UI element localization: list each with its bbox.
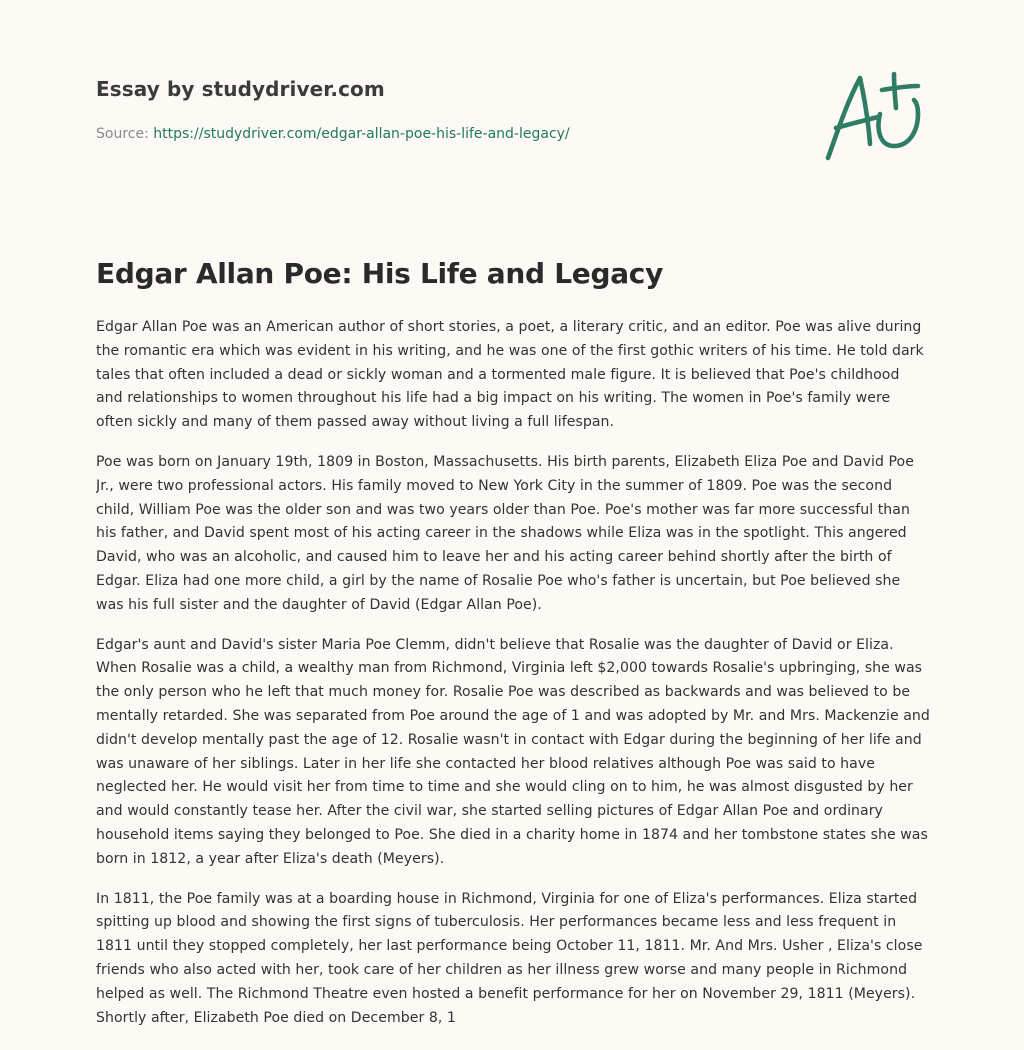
- brand-title: Essay by studydriver.com: [96, 77, 385, 101]
- article-paragraph: Edgar's aunt and David's sister Maria Poe Clemm, didn't believe that Rosalie was the daughter of David or Eliza. When Rosalie was a child, a wealthy man from Richmond, Virginia left $2,000 towards Rosalie's upbringing, she was the only person who he left that much money for. Rosalie Poe was described as backwards and was believed to be mentally retarded. She was separated from Poe around the age of 1 and was adopted by Mr. and Mrs. Mackenzie and didn't develop mentally past the age of 12. Rosalie wasn't in contact with Edgar during the beginning of her life and was unaware of her siblings. Later in her life she contacted her blood relatives although Poe was said to have neglected her. He would visit her from time to time and she would cling on to him, he was almost disgusted by her and would constantly tease her. After the civil war, she started selling pictures of Edgar Allan Poe and ordinary household items saying they belonged to Poe. She died in a charity home in 1874 and her tombstone states she was born in 1812, a year after Eliza's death (Meyers).: [96, 636, 930, 867]
- article-paragraph: In 1811, the Poe family was at a boarding house in Richmond, Virginia for one of Eliza's performances. Eliza started spitting up blood and showing the first signs of tuberculosis. Her performances became less and less frequent in 1811 until they stopped completely, her last performance being October 11, 1811. Mr. And Mrs. Usher , Eliza's close friends who also acted with her, took care of her children as her illness grew worse and many people in Richmond helped as well. The Richmond Theatre even hosted a benefit performance for her on November 29, 1811 (Meyers). Shortly after, Elizabeth Poe died on December 8, 1: [96, 890, 923, 1026]
- source-link[interactable]: https://studydriver.com/edgar-allan-poe-his-life-and-legacy/: [153, 126, 570, 142]
- source-label: Source:: [96, 126, 154, 142]
- page-header: [96, 74, 796, 144]
- a-plus-logo-icon: [818, 66, 930, 166]
- article-body: [96, 316, 930, 1050]
- source-line: [96, 124, 796, 144]
- article-paragraph: Edgar Allan Poe was an American author of short stories, a poet, a literary critic, and an editor. Poe was alive during the romantic era which was evident in his writing, and he was one of the first gothic writers of his time. He told dark tales that often included a dead or sickly woman and a tormented male figure. It is believed that Poe's childhood and relationships to women throughout his life had a big impact on his writing. The women in Poe's family were often sickly and many of them passed away without living a full lifespan.: [96, 319, 924, 431]
- a-plus-logo-svg: [818, 66, 930, 166]
- article-title: Edgar Allan Poe: His Life and Legacy: [96, 257, 664, 290]
- article-paragraph: Poe was born on January 19th, 1809 in Boston, Massachusetts. His birth parents, Elizabeth Eliza Poe and David Poe Jr., were two professional actors. His family moved to New York City in the summer of 1809. Poe was the second child, William Poe was the older son and was two years older than Poe. Poe's mother was far more successful than his father, and David spent most of his acting career in the shadows while Eliza was in the spotlight. This angered David, who was an alcoholic, and caused him to leave her and his acting career behind shortly after the birth of Edgar. Eliza had one more child, a girl by the name of Rosalie Poe who's father is uncertain, but Poe believed she was his full sister and the daughter of David (Edgar Allan Poe).: [96, 453, 914, 613]
